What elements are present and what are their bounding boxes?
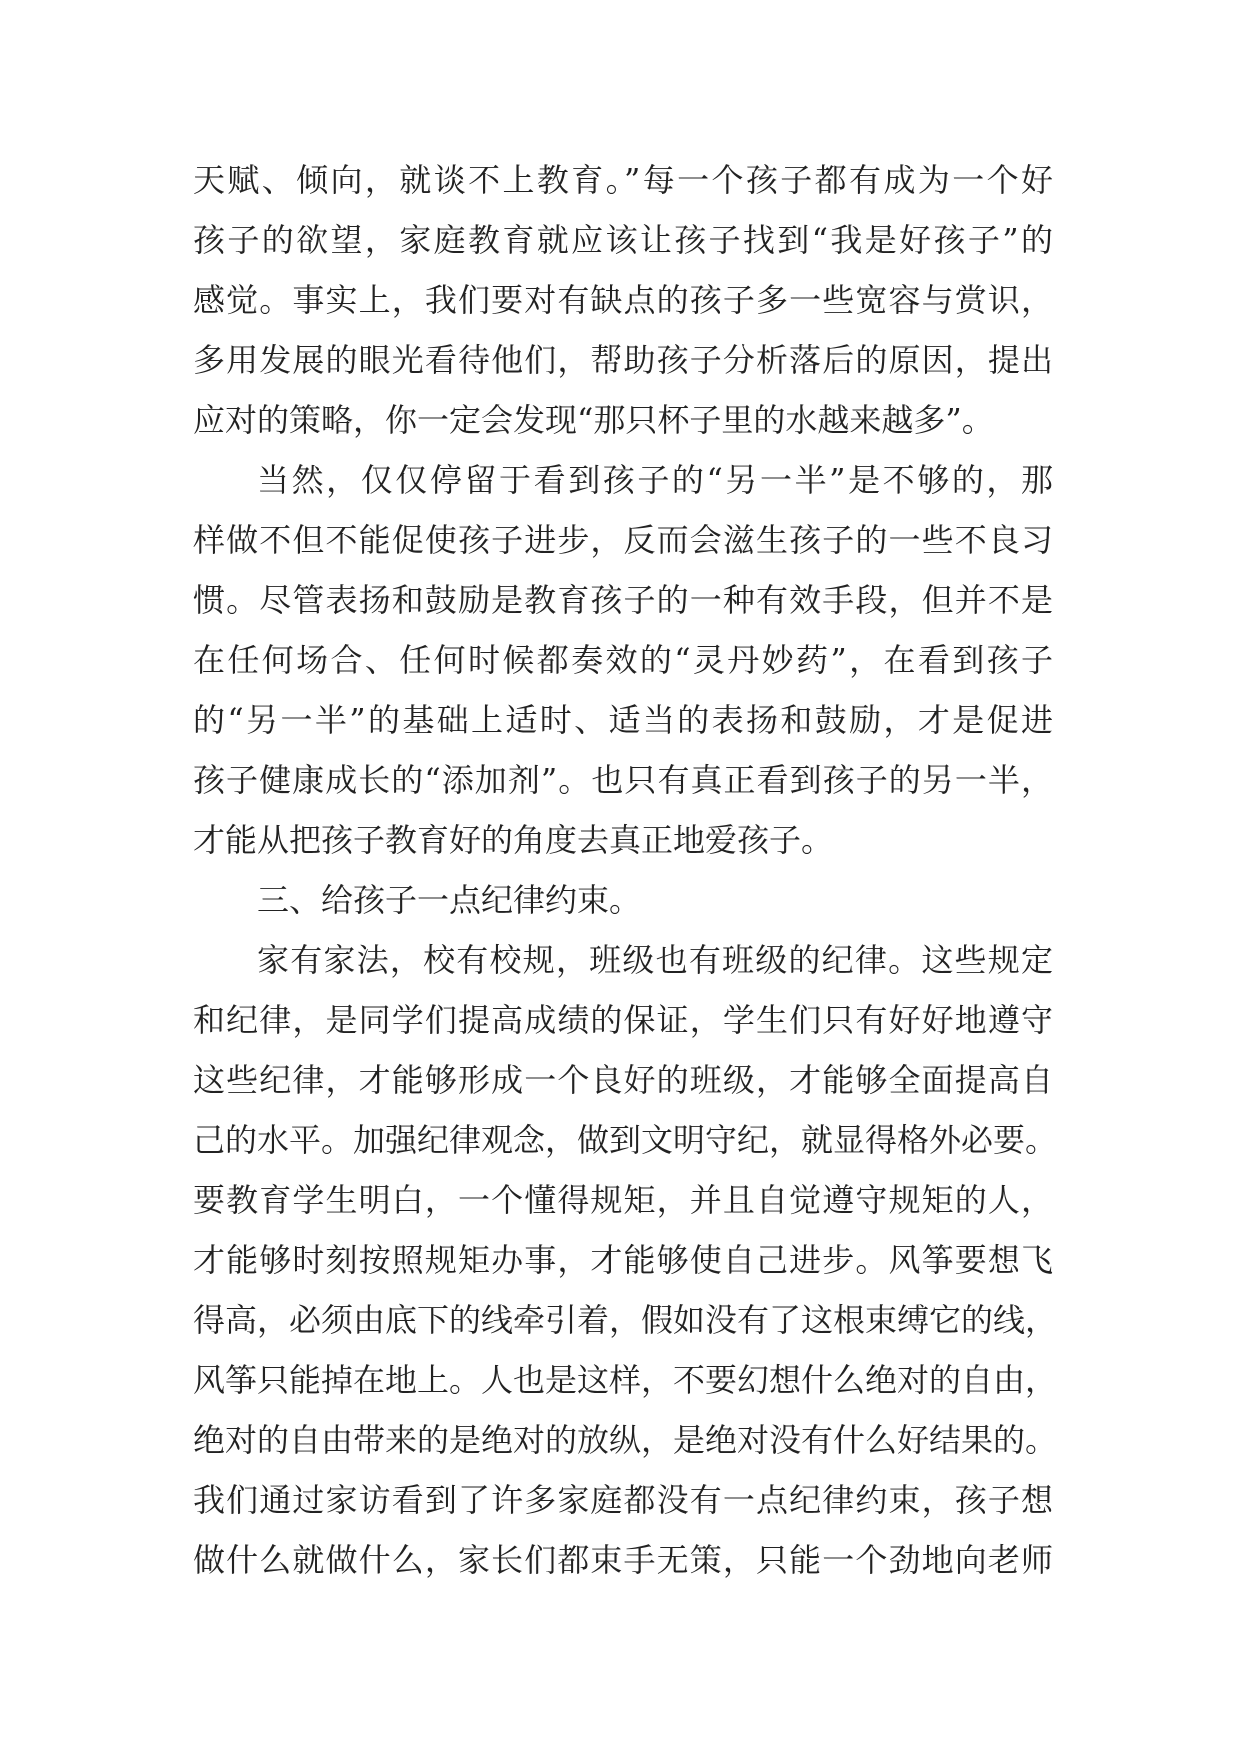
text-line: 才能从把孩子教育好的角度去真正地爱孩子。 xyxy=(193,821,834,859)
text-line: 我们通过家访看到了许多家庭都没有一点纪律约束，孩子想 xyxy=(193,1481,1053,1519)
text-line: 这些纪律，才能够形成一个良好的班级，才能够全面提高自 xyxy=(193,1061,1053,1099)
text-line: 天赋、倾向，就谈不上教育。”每一个孩子都有成为一个好 xyxy=(193,161,1053,199)
text-line: 孩子的欲望，家庭教育就应该让孩子找到“我是好孩子”的 xyxy=(193,221,1053,259)
text-line: 家有家法，校有校规，班级也有班级的纪律。这些规定 xyxy=(257,941,1053,979)
text-line: 做什么就做什么，家长们都束手无策，只能一个劲地向老师 xyxy=(193,1541,1053,1579)
text-line: 的“另一半”的基础上适时、适当的表扬和鼓励，才是促进 xyxy=(193,701,1053,739)
text-line: 多用发展的眼光看待他们，帮助孩子分析落后的原因，提出 xyxy=(193,341,1053,379)
text-line: 得高，必须由底下的线牵引着，假如没有了这根束缚它的线， xyxy=(193,1301,1058,1339)
text-line: 在任何场合、任何时候都奏效的“灵丹妙药”，在看到孩子 xyxy=(193,641,1053,679)
text-line: 绝对的自由带来的是绝对的放纵，是绝对没有什么好结果的。 xyxy=(193,1421,1058,1459)
text-line: 风筝只能掉在地上。人也是这样，不要幻想什么绝对的自由， xyxy=(193,1361,1058,1399)
text-line: 己的水平。加强纪律观念，做到文明守纪，就显得格外必要。 xyxy=(193,1121,1058,1159)
text-line: 孩子健康成长的“添加剂”。也只有真正看到孩子的另一半， xyxy=(193,761,1053,799)
text-line: 和纪律，是同学们提高成绩的保证，学生们只有好好地遵守 xyxy=(193,1001,1053,1039)
text-line: 当然，仅仅停留于看到孩子的“另一半”是不够的，那 xyxy=(257,461,1053,499)
text-line: 才能够时刻按照规矩办事，才能够使自己进步。风筝要想飞 xyxy=(193,1241,1053,1279)
text-line: 样做不但不能促使孩子进步，反而会滋生孩子的一些不良习 xyxy=(193,521,1053,559)
text-line: 惯。尽管表扬和鼓励是教育孩子的一种有效手段，但并不是 xyxy=(193,581,1053,619)
body-text xyxy=(193,150,1058,1590)
text-line: 三、给孩子一点纪律约束。 xyxy=(257,881,642,919)
text-line: 应对的策略，你一定会发现“那只杯子里的水越来越多”。 xyxy=(193,401,994,439)
text-line: 要教育学生明白，一个懂得规矩，并且自觉遵守规矩的人， xyxy=(193,1181,1053,1219)
text-line: 感觉。事实上，我们要对有缺点的孩子多一些宽容与赏识， xyxy=(193,281,1053,319)
